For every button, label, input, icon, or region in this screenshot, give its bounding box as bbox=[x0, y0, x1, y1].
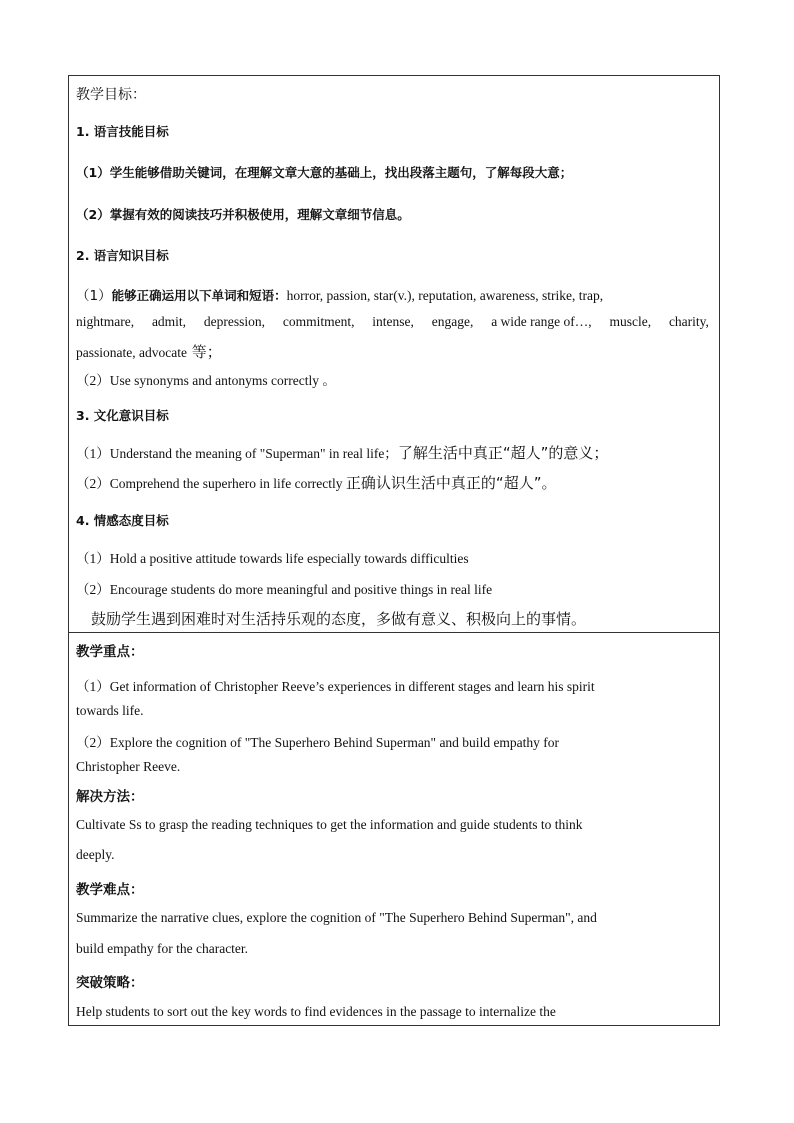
method-title: 解决方法： bbox=[76, 789, 144, 805]
difficulty-title: 教学难点： bbox=[76, 882, 144, 898]
culture-item-2-en: （2）Comprehend the superhero in life correctly bbox=[76, 476, 346, 491]
word: charity, bbox=[668, 314, 709, 329]
knowledge-item-1-prefix: （1） bbox=[76, 288, 112, 304]
difficulty-line2: build empathy for the character. bbox=[76, 941, 249, 956]
key-point-2-line1: （2）Explore the cognition of "The Superhero Behind Superman" and build empathy for bbox=[76, 735, 560, 750]
strategy-title: 突破策略： bbox=[76, 975, 144, 991]
word: admit, bbox=[151, 314, 187, 329]
heading-language-knowledge: 2. 语言知识目标 bbox=[76, 248, 169, 263]
method-line2: deeply. bbox=[76, 847, 115, 862]
word: depression, bbox=[203, 314, 266, 329]
word: commitment, bbox=[282, 314, 355, 329]
teaching-key-points-box bbox=[68, 632, 720, 1026]
culture-item-2 bbox=[76, 472, 556, 493]
key-point-1-line1: （1）Get information of Christopher Reeve’s experiences in different stages and learn his spirit bbox=[76, 679, 595, 694]
teaching-objectives-box bbox=[68, 75, 720, 633]
knowledge-item-1 bbox=[76, 284, 603, 304]
heading-language-skills: 1. 语言技能目标 bbox=[76, 124, 169, 139]
heading-emotional-attitude: 4. 情感态度目标 bbox=[76, 513, 169, 528]
knowledge-item-2: （2）Use synonyms and antonyms correctly 。 bbox=[76, 373, 336, 388]
skill-item-2: （2）掌握有效的阅读技巧并积极使用，理解文章细节信息。 bbox=[76, 207, 410, 222]
word: a wide range of…, bbox=[491, 314, 592, 329]
objectives-title: 教学目标： bbox=[76, 87, 146, 103]
knowledge-words-end: passionate, advocate bbox=[76, 345, 187, 360]
knowledge-words-etc: 等； bbox=[186, 343, 222, 361]
skill-item-1: （1）学生能够借助关键词，在理解文章大意的基础上，找出段落主题句，了解每段大意； bbox=[76, 165, 573, 180]
emotion-item-1: （1）Hold a positive attitude towards life especially towards difficulties bbox=[76, 551, 469, 566]
culture-item-1-cn: 了解生活中真正“超人”的意义； bbox=[397, 444, 609, 462]
emotion-item-2: （2）Encourage students do more meaningful and positive things in real life bbox=[76, 582, 493, 597]
knowledge-item-1-words: horror, passion, star(v.), reputation, awareness, strike, trap, bbox=[286, 288, 604, 303]
culture-item-1 bbox=[76, 442, 608, 463]
word: nightmare, bbox=[76, 314, 135, 329]
word: muscle, bbox=[609, 314, 652, 329]
strategy-line1: Help students to sort out the key words to find evidences in the passage to internalize the bbox=[76, 1004, 556, 1019]
culture-item-1-en: （1）Understand the meaning of "Superman" in real life； bbox=[76, 446, 398, 461]
key-point-2-line2: Christopher Reeve. bbox=[76, 759, 181, 774]
method-line1: Cultivate Ss to grasp the reading techniques to get the information and guide students to think bbox=[76, 817, 583, 832]
key-points-title: 教学重点： bbox=[76, 644, 144, 660]
knowledge-item-1-line2 bbox=[76, 314, 709, 330]
key-point-1-line2: towards life. bbox=[76, 703, 144, 718]
emotion-item-cn: 鼓励学生遇到困难时对生活持乐观的态度，多做有意义、积极向上的事情。 bbox=[91, 610, 587, 628]
knowledge-item-1-line3 bbox=[76, 341, 222, 362]
word: intense, bbox=[372, 314, 414, 329]
heading-cultural-awareness: 3. 文化意识目标 bbox=[76, 408, 169, 423]
knowledge-item-1-bold: 能够正确运用以下单词和短语： bbox=[111, 288, 287, 303]
word: engage, bbox=[431, 314, 474, 329]
culture-item-2-cn: 正确认识生活中真正的“超人”。 bbox=[345, 474, 557, 492]
difficulty-line1: Summarize the narrative clues, explore the cognition of "The Superhero Behind Superman", and bbox=[76, 910, 597, 925]
